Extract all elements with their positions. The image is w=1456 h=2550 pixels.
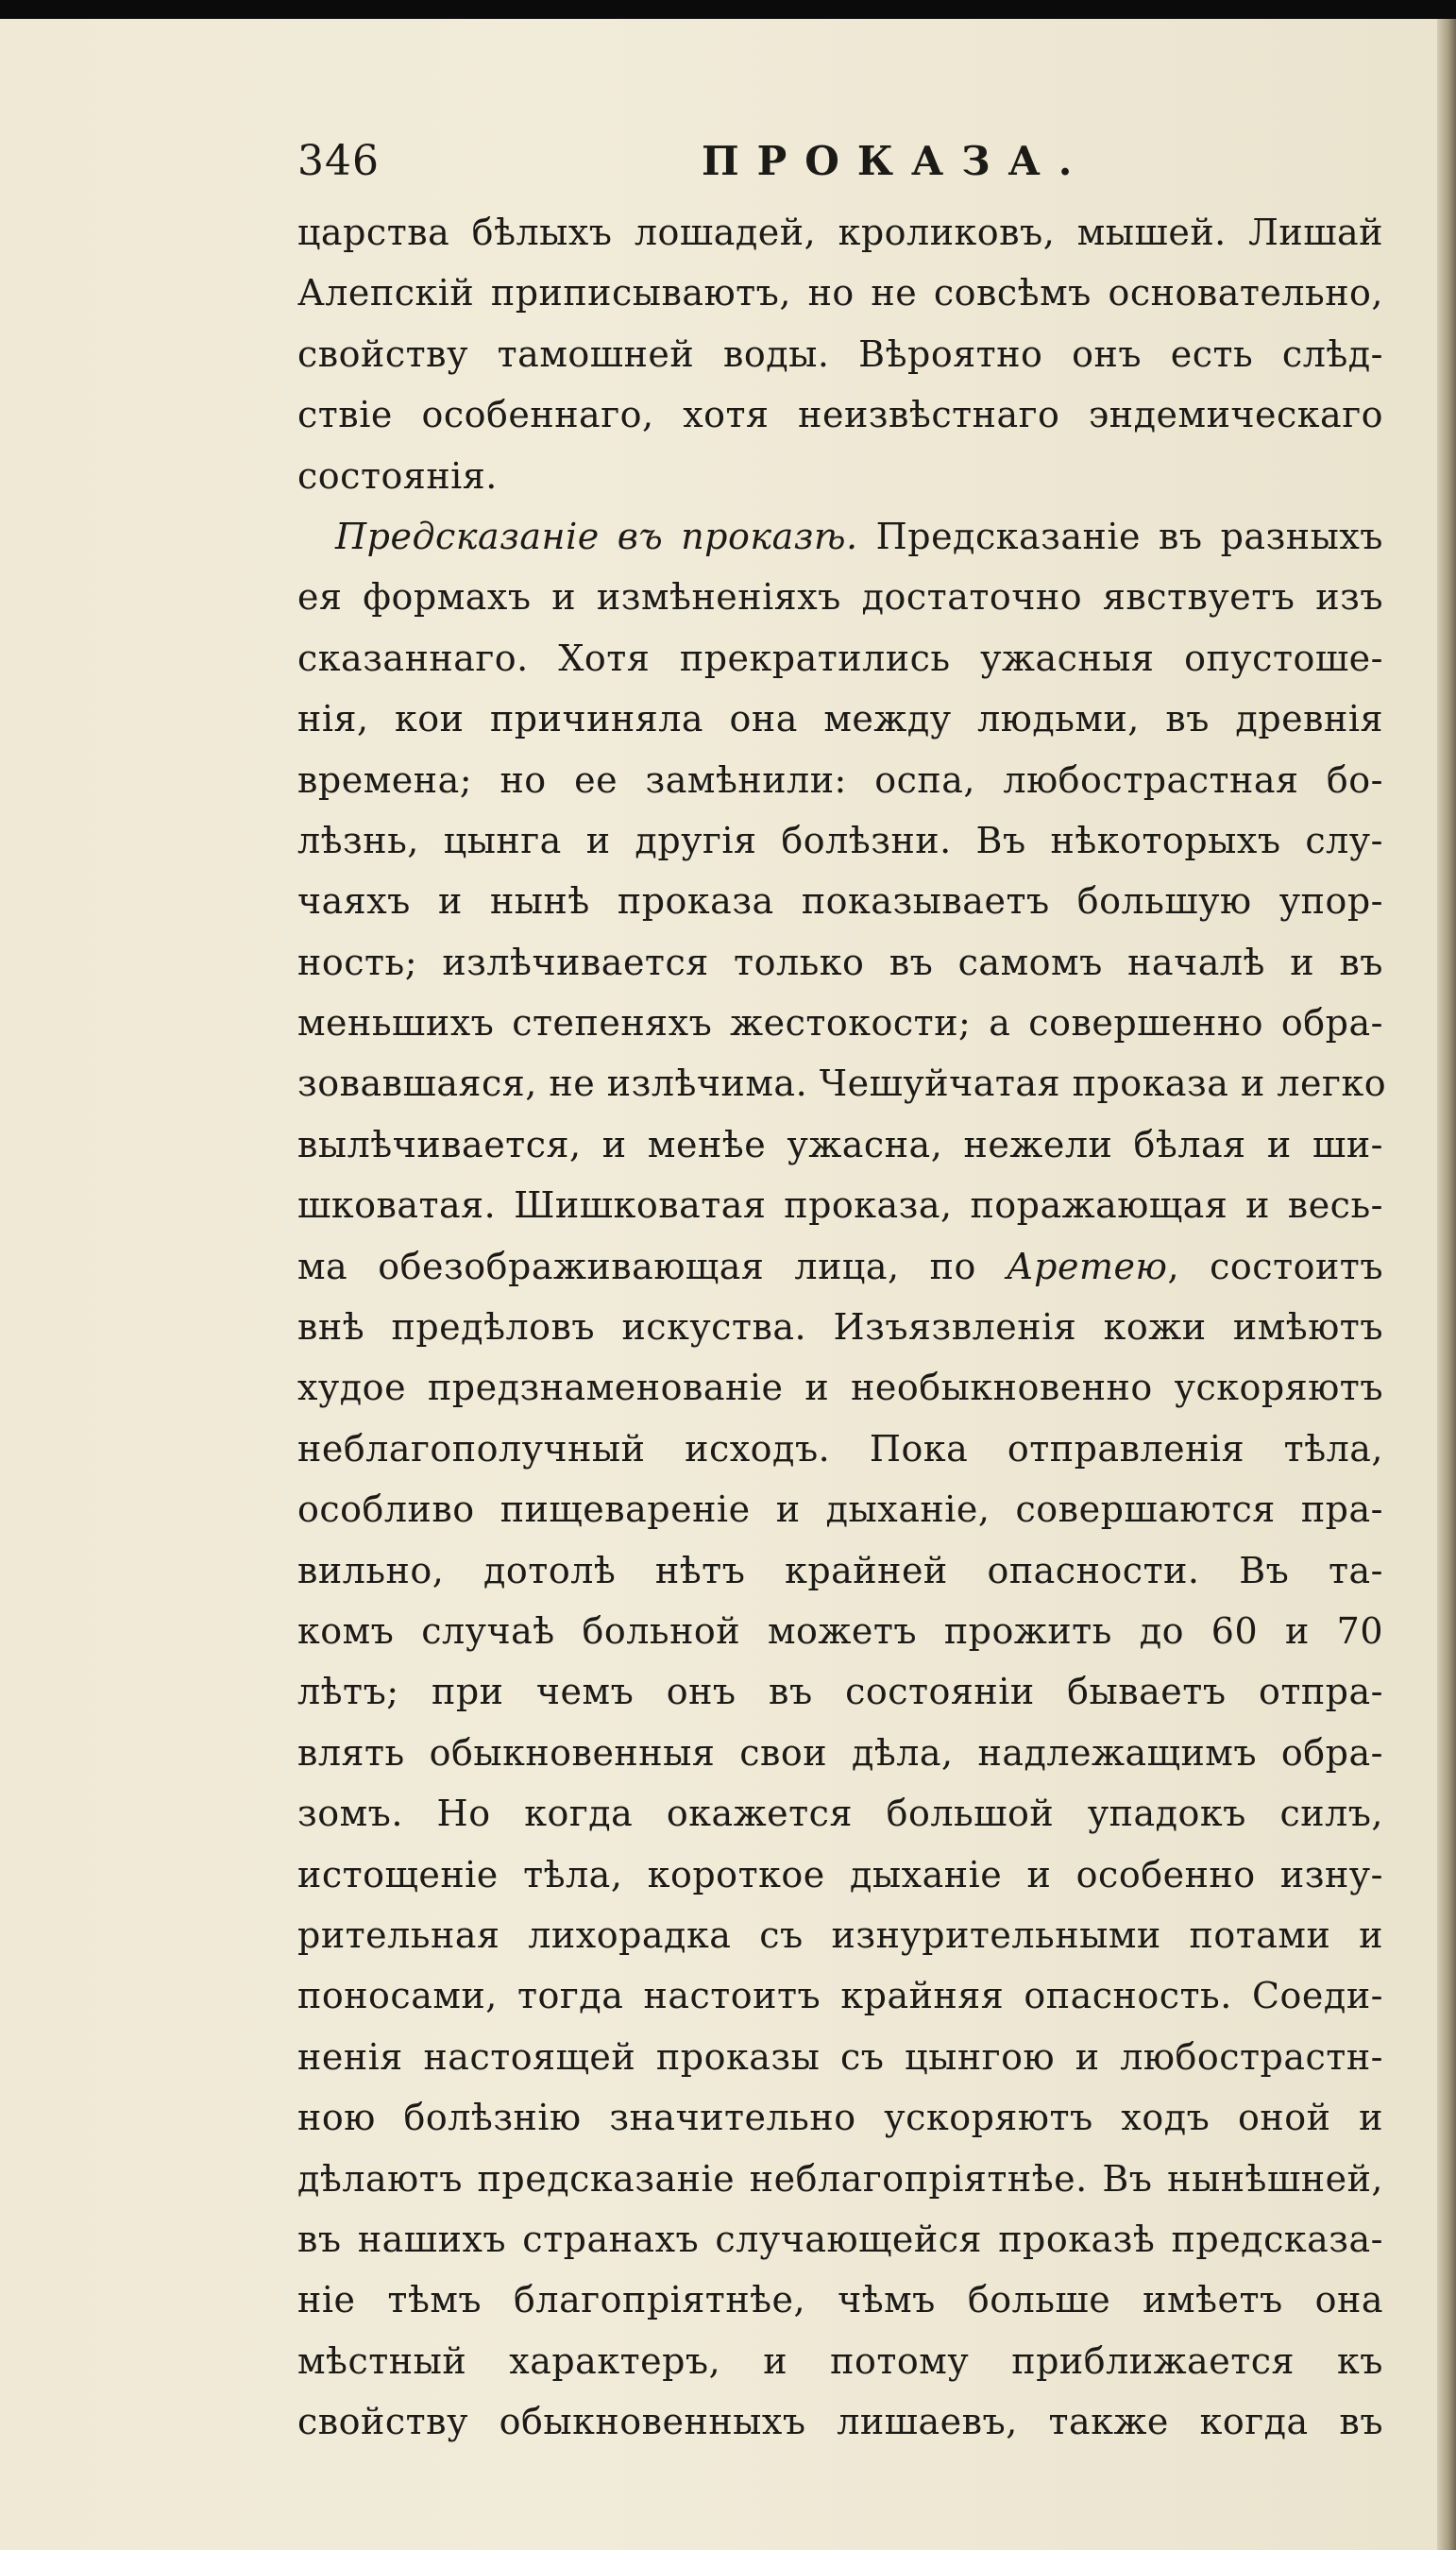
text-line: Алепскій приписываютъ, но не совсѣмъ основательно, — [297, 272, 1383, 314]
text-line: ненія настоящей проказы съ цынгою и любострастн- — [297, 2035, 1383, 2078]
text-line: царства бѣлыхъ лошадей, кроликовъ, мышей. Лишай — [297, 212, 1383, 253]
text-line: меньшихъ степеняхъ жестокости; а совершенно обра- — [297, 1002, 1383, 1045]
text-line: комъ случаѣ больной можетъ прожить до 60 и 70 — [297, 1609, 1383, 1652]
text-line: вылѣчивается, и менѣе ужасна, нежели бѣлая и ши- — [297, 1123, 1383, 1165]
text-line: сказаннаго. Хотя прекратились ужасныя опустоше- — [297, 637, 1383, 679]
page-gutter-shadow — [1437, 19, 1456, 2550]
text-line: ность; излѣчивается только въ самомъ началѣ и въ — [297, 941, 1383, 983]
text-line: нія, кои причиняла она между людьми, въ древнія — [297, 698, 1383, 740]
text-line: неблагополучный исходъ. Пока отправленія тѣла, — [297, 1427, 1383, 1470]
text-line: зовавшаяся, не излѣчима. Чешуйчатая проказа и легко — [297, 1062, 1387, 1105]
text-line: свойству обыкновенныхъ лишаевъ, также когда въ — [297, 2401, 1383, 2443]
text-line: въ нашихъ странахъ случающейся проказѣ предсказа- — [297, 2218, 1383, 2260]
text-line: лѣзнь, цынга и другія болѣзни. Въ нѣкоторыхъ слу- — [297, 819, 1383, 861]
text-line: худое предзнаменованіе и необыкновенно ускоряютъ — [297, 1367, 1383, 1409]
italic-emphasis: Аретею — [1006, 1245, 1168, 1287]
body-text — [297, 202, 1387, 2452]
text-line: ма обезображивающая лица, по Аретею, состоитъ — [297, 1245, 1383, 1287]
text-line: зомъ. Но когда окажется большой упадокъ силъ, — [297, 1793, 1383, 1835]
running-head: ПРОКАЗА. — [702, 138, 1091, 184]
italic-emphasis: Предсказаніе въ проказѣ. — [335, 515, 858, 557]
text-line: поносами, тогда настоитъ крайняя опасность. Соеди- — [297, 1975, 1383, 2017]
text-line: влять обыкновенныя свои дѣла, надлежащимъ обра- — [297, 1731, 1383, 1774]
text-line: истощеніе тѣла, короткое дыханіе и особенно изну- — [297, 1853, 1383, 1896]
text-line: состоянія. — [297, 454, 498, 497]
text-line: шковатая. Шишковатая проказа, поражающая и весь- — [297, 1184, 1383, 1227]
text-line: мѣстный характеръ, и потому приближается къ — [297, 2339, 1383, 2382]
page-top-edge — [0, 0, 1456, 19]
text-line: ствіе особеннаго, хотя неизвѣстнаго эндемическаго — [297, 394, 1383, 436]
text-line: внѣ предѣловъ искуства. Изъязвленія кожи имѣютъ — [297, 1306, 1383, 1349]
text-line: особливо пищевареніе и дыханіе, совершаются пра- — [297, 1488, 1383, 1531]
text-line: вильно, дотолѣ нѣтъ крайней опасности. Въ та- — [297, 1549, 1383, 1591]
text-line: ною болѣзнію значительно ускоряютъ ходъ оной и — [297, 2097, 1383, 2139]
text-line: рительная лихорадка съ изнурительными потами и — [297, 1913, 1383, 1956]
text-line: ніе тѣмъ благопріятнѣе, чѣмъ больше имѣетъ она — [297, 2279, 1383, 2321]
text-line: ея формахъ и измѣненіяхъ достаточно явствуетъ изъ — [297, 576, 1383, 619]
text-line: времена; но ее замѣнили: оспа, любострастная бо- — [297, 758, 1383, 801]
text-line: дѣлаютъ предсказаніе неблагопріятнѣе. Въ нынѣшней, — [297, 2157, 1383, 2200]
page-number: 346 — [297, 137, 380, 185]
text-line: чаяхъ и нынѣ проказа показываетъ большую упор- — [297, 880, 1383, 923]
page-header — [297, 128, 1383, 195]
text-line: свойству тамошней воды. Вѣроятно онъ есть слѣд- — [297, 332, 1383, 375]
text-line: лѣтъ; при чемъ онъ въ состояніи бываетъ отпра- — [297, 1671, 1383, 1713]
paragraph-start-line: Предсказаніе въ проказѣ. Предсказаніе въ разныхъ — [335, 515, 1383, 557]
